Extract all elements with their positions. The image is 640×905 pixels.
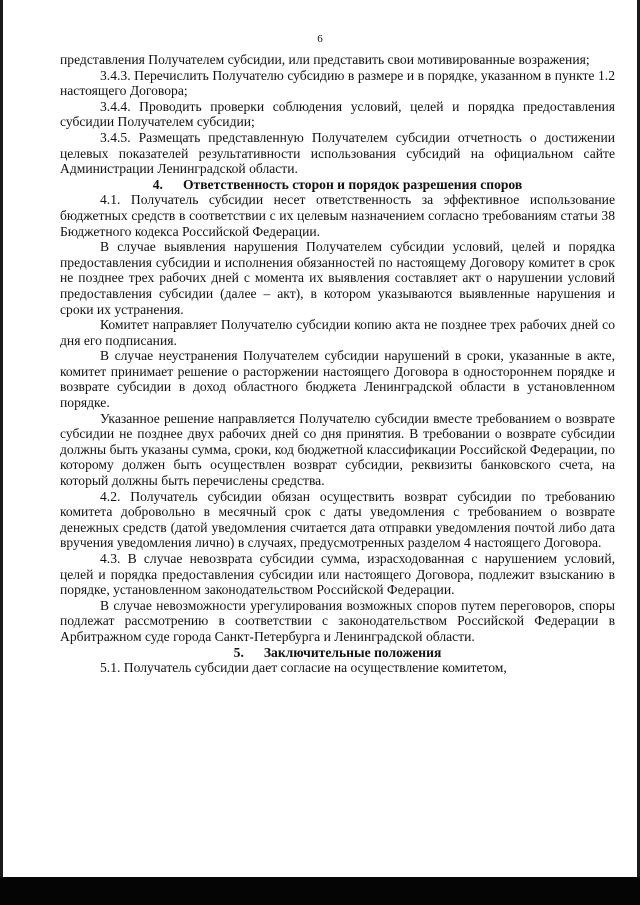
section-title: Ответственность сторон и порядок разрешения споров — [182, 176, 523, 192]
paragraph-disputes: В случае невозможности урегулирования возможных споров путем переговоров, споры подлежат рассмотрению в соответствии с законодательством Российской Федерации в Арбитражном суде города Санкт-Петербурга и Ленинградской области. — [60, 597, 615, 644]
scan-bottom-bar — [0, 877, 640, 905]
paragraph-act-copy: Комитет направляет Получателю субсидии копию акта не позднее трех рабочих дней со дня его подписания. — [60, 317, 615, 348]
section-heading-4 — [60, 177, 615, 193]
section-title: Заключительные положения — [263, 644, 442, 660]
page-number: 6 — [317, 33, 323, 45]
paragraph-termination: В случае неустранения Получателем субсидии нарушений в сроки, указанные в акте, комитет принимает решение о расторжении настоящего Договора в одностороннем порядке и возврате субсидии в доход областного бюджета Ленинградской области в установленном порядке. — [60, 348, 615, 411]
section-number: 4. — [152, 176, 163, 192]
paragraph-violation-act: В случае выявления нарушения Получателем субсидии условий, целей и порядка предоставления субсидии и исполнения обязанностей по настоящему Договору комитет в срок не позднее трех рабочих дней с момента их выявления составляет акт о нарушении условий предоставления субсидии (далее – акт), в котором указываются выявленные нарушения и сроки их устранения. — [60, 239, 615, 317]
document-body — [60, 52, 615, 676]
scan-border-left — [0, 0, 3, 905]
paragraph-3-4-2-continuation: представления Получателем субсидии, или представить свои мотивированные возражения; — [60, 52, 590, 67]
paragraph-4-3: 4.3. В случае невозврата субсидии сумма, израсходованная с нарушением условий, целей и порядка предоставления субсидии или настоящего Договора, подлежит взысканию в порядке, установленном законодательством Российской Федерации. — [60, 551, 615, 598]
paragraph-3-4-4: 3.4.4. Проводить проверки соблюдения условий, целей и порядка предоставления субсидии Получателем субсидии; — [60, 98, 615, 130]
paragraph-4-1: 4.1. Получатель субсидии несет ответственность за эффективное использование бюджетных средств в соответствии с их целевым назначением согласно требованиям статьи 38 Бюджетного кодекса Российской Федерации. — [60, 192, 615, 239]
paragraph-3-4-3: 3.4.3. Перечислить Получателю субсидию в размере и в порядке, указанном в пункте 1.2 настоящего Договора; — [60, 67, 615, 99]
paragraph-4-2: 4.2. Получатель субсидии обязан осуществить возврат субсидии по требованию комитета добровольно в месячный срок с даты уведомления с требованием о возврате денежных средств (датой уведомления считается дата отправки уведомления почтой либо дата вручения уведомления лично) в случаях, предусмотренных разделом 4 настоящего Договора. — [60, 488, 615, 551]
section-heading-5 — [60, 645, 615, 661]
paragraph-5-1: 5.1. Получатель субсидии дает согласие на осуществление комитетом, — [100, 660, 507, 676]
paragraph-3-4-5: 3.4.5. Размещать представленную Получателем субсидии отчетность о достижении целевых показателей результативности использования субсидий на официальном сайте Администрации Ленинградской области. — [60, 129, 615, 177]
section-number: 5. — [233, 644, 244, 660]
paragraph-return-demand: Указанное решение направляется Получателю субсидии вместе требованием о возврате субсидии не позднее двух рабочих дней со дня принятия. В требовании о возврате субсидии должны быть указаны сумма, сроки, код бюджетной классификации Российской Федерации, по которому должен быть осуществлен возврат субсидии, реквизиты банковского счета, на который должны быть перечислены средства. — [60, 410, 615, 489]
